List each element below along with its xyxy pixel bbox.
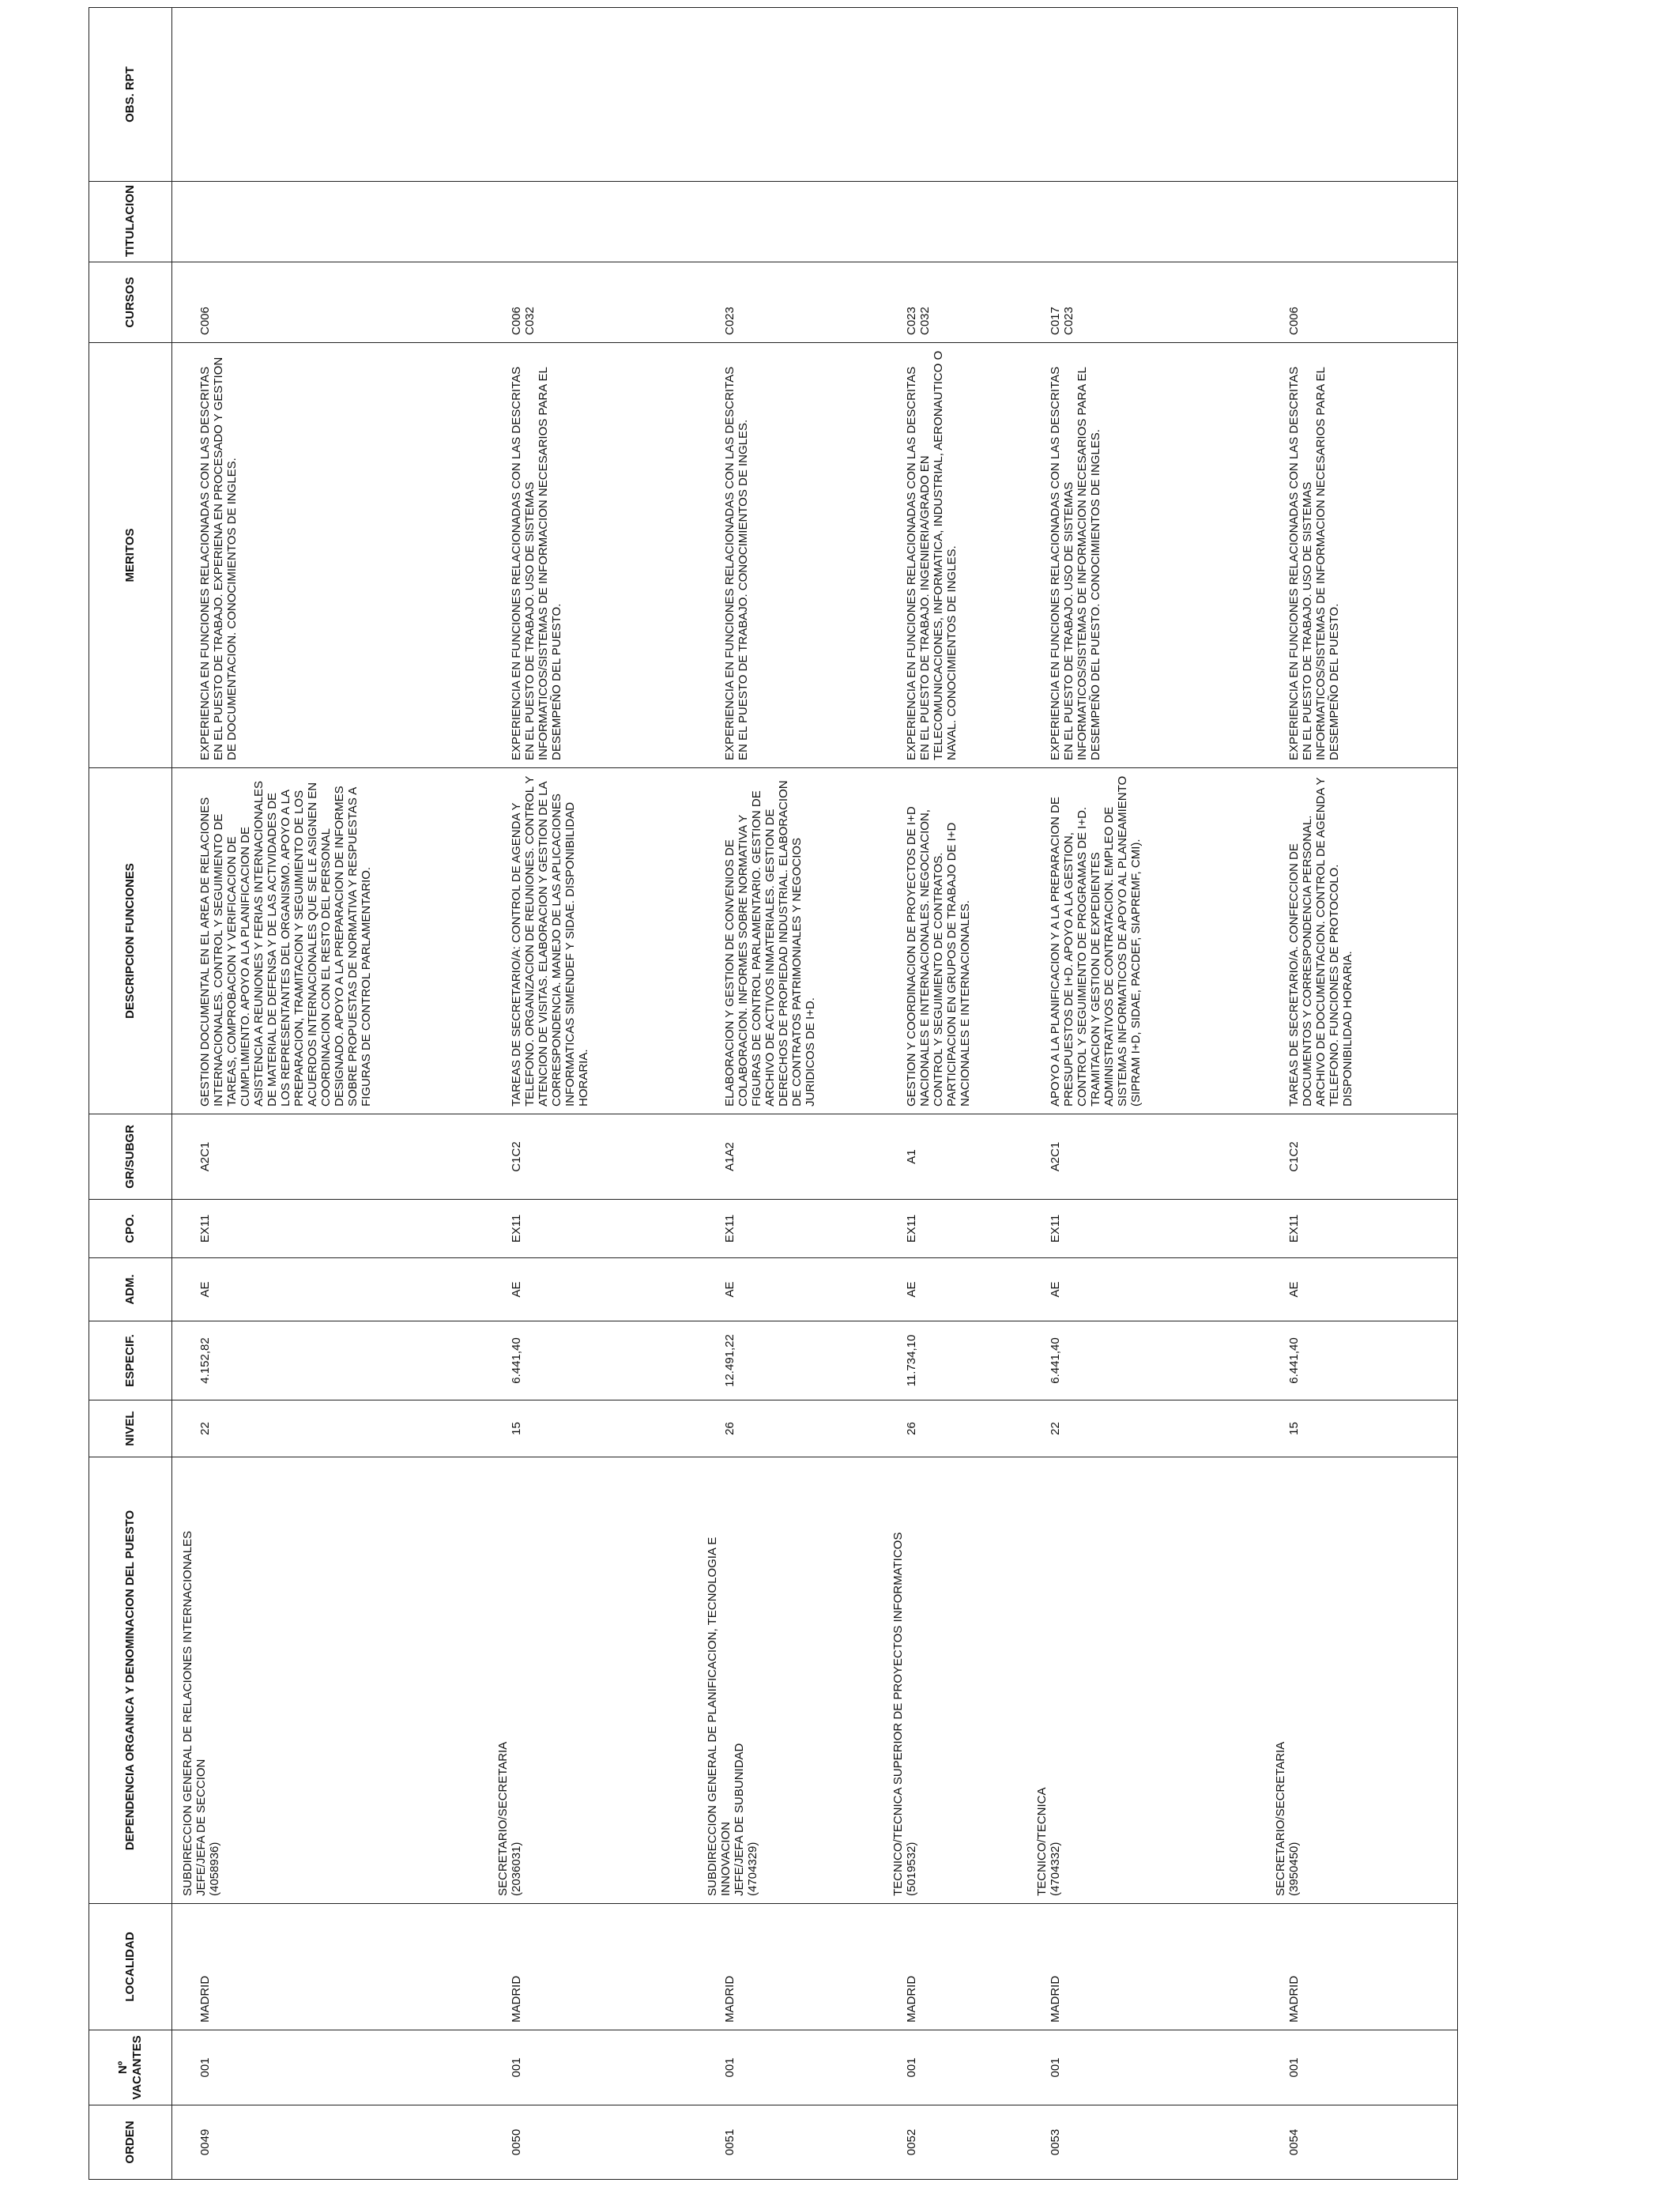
header-cursos: CURSOS bbox=[89, 262, 172, 343]
cpo-cell: EX11 bbox=[1048, 1214, 1062, 1243]
header-nivel: NIVEL bbox=[89, 1400, 172, 1457]
adm-cell: AE bbox=[904, 1281, 918, 1298]
adm-cell: AE bbox=[1286, 1281, 1301, 1298]
header-meritos: MERITOS bbox=[89, 343, 172, 768]
cursos-cell: C023 bbox=[722, 307, 736, 335]
meritos-cell: EXPERIENCIA EN FUNCIONES RELACIONADAS CON LAS DESCRITAS EN EL PUESTO DE TRABAJO. INGENIERIA/GRADO EN TELECOMUNICACIONES, INFORMATICA, INDUSTRIAL, AERONAUTICO O NAVAL. CONOCIMIENTOS DE INGLES. bbox=[904, 350, 959, 760]
puesto-code: (4704332) bbox=[1048, 1842, 1062, 1896]
vacantes-cell: 001 bbox=[722, 2057, 736, 2078]
obs-cell bbox=[880, 9, 905, 180]
header-funciones: DESCRIPCION FUNCIONES bbox=[89, 768, 172, 1114]
funciones-cell: APOYO A LA PLANIFICACION Y A LA PREPARACION DE PRESUPUESTOS DE I+D. APOYO A LA GESTION, CONTROL Y SEGUIMIENTO DE PROGRAMAS DE I+D. TRAMITACION Y GESTION DE EXPEDIENTES ADMINISTRATIVOS DE CONTRATACION. EMPLEO DE SISTEMAS INFORMATICOS DE APOYO AL PLANEAMIENTO (SIPRAM I+D, SIDAE, PACDEF, SIAPREMF, CMI). bbox=[1048, 775, 1143, 1106]
funciones-cell: ELABORACION Y GESTION DE CONVENIOS DE COLABORACION. INFORMES SOBRE NORMATIVA Y FIGURAS DE CONTROL PARLAMENTARIO. GESTION DE ARCHIVO DE ACTIVOS INMATERIALES. GESTION DE DERECHOS DE PROPIEDAD INDUSTRIAL. ELABORACION DE CONTRATOS PATRIMONIALES Y NEGOCIOS JURIDICOS DE I+D. bbox=[722, 780, 817, 1106]
unit-heading: SUBDIRECCION GENERAL DE PLANIFICACION, TECNOLOGIA E INNOVACION bbox=[705, 1536, 733, 1896]
header-obs: OBS. RPT bbox=[89, 8, 172, 182]
vacantes-cell: 001 bbox=[904, 2057, 918, 2078]
titulacion-cell bbox=[484, 183, 510, 261]
puesto-name: TECNICO/TECNICA bbox=[1034, 1787, 1049, 1896]
table-body bbox=[172, 8, 1458, 2180]
nivel-cell: 15 bbox=[1286, 1422, 1301, 1435]
titulacion-cell bbox=[1262, 183, 1287, 261]
especif-cell: 6.441,40 bbox=[509, 1337, 523, 1384]
funciones-cell: GESTION Y COORDINACION DE PROYECTOS DE I+D NACIONALES E INTERNACIONALES. NEGOCIACION, CONTROL Y SEGUIMIENTO DE CONTRATOS. PARTICIPACION EN GRUPOS DE TRABAJO DE I+D NACIONALES E INTERNACIONALES. bbox=[904, 806, 972, 1106]
nivel-cell: 22 bbox=[198, 1422, 212, 1435]
cpo-cell: EX11 bbox=[904, 1214, 918, 1243]
titulacion-cell bbox=[880, 183, 905, 261]
obs-cell bbox=[1262, 9, 1287, 180]
header-dependencia: DEPENDENCIA ORGANICA Y DENOMINACION DEL PUESTO bbox=[89, 1457, 172, 1904]
cursos-cell: C006 bbox=[198, 307, 212, 335]
funciones-cell: TAREAS DE SECRETARIO/A. CONFECCION DE DOCUMENTOS Y CORRESPONDENCIA PERSONAL. ARCHIVO DE DOCUMENTACION. CONTROL DE AGENDA Y TELEFONO. FUNCIONES DE PROTOCOLO. DISPONIBILIDAD HORARIA. bbox=[1286, 777, 1354, 1106]
grupo-cell: A2C1 bbox=[198, 1141, 212, 1172]
header-localidad: LOCALIDAD bbox=[89, 1904, 172, 2030]
especif-cell: 11.734,10 bbox=[904, 1334, 918, 1387]
table-row bbox=[1023, 8, 1261, 2180]
grupo-cell: C1C2 bbox=[509, 1141, 523, 1172]
meritos-cell: EXPERIENCIA EN FUNCIONES RELACIONADAS CON LAS DESCRITAS EN EL PUESTO DE TRABAJO. EXPERIENA EN PROCESADO Y GESTION DE DOCUMENTACION. CONOCIMIENTOS DE INGLES. bbox=[198, 356, 239, 760]
puesto-code: (4704329) bbox=[745, 1842, 759, 1896]
especif-cell: 6.441,40 bbox=[1286, 1337, 1301, 1384]
meritos-cell: EXPERIENCIA EN FUNCIONES RELACIONADAS CON LAS DESCRITAS EN EL PUESTO DE TRABAJO. USO DE SISTEMAS INFORMATICOS/SISTEMAS DE INFORMACION NECESARIOS PARA EL DESEMPEÑO DEL PUESTO. bbox=[509, 366, 563, 760]
localidad-cell: MADRID bbox=[1048, 1975, 1062, 2022]
localidad-cell: MADRID bbox=[509, 1975, 523, 2022]
puesto-name: SECRETARIO/SECRETARIA bbox=[495, 1741, 510, 1896]
header-grupo: GR/SUBGR bbox=[89, 1114, 172, 1200]
grupo-cell: A1A2 bbox=[722, 1142, 736, 1171]
orden-cell: 0050 bbox=[509, 2128, 523, 2156]
adm-cell: AE bbox=[722, 1281, 736, 1298]
meritos-cell: EXPERIENCIA EN FUNCIONES RELACIONADAS CON LAS DESCRITAS EN EL PUESTO DE TRABAJO. USO DE SISTEMAS INFORMATICOS/SISTEMAS DE INFORMACION NECESARIOS PARA EL DESEMPEÑO DEL PUESTO. CONOCIMIENTOS DE INGLES. bbox=[1048, 366, 1102, 760]
meritos-cell: EXPERIENCIA EN FUNCIONES RELACIONADAS CON LAS DESCRITAS EN EL PUESTO DE TRABAJO. CONOCIMIENTOS DE INGLES. bbox=[722, 366, 750, 760]
grupo-cell: A2C1 bbox=[1048, 1141, 1062, 1172]
orden-cell: 0052 bbox=[904, 2128, 918, 2156]
puesto-code: (5019532) bbox=[904, 1842, 918, 1896]
localidad-cell: MADRID bbox=[722, 1975, 736, 2022]
meritos-cell: EXPERIENCIA EN FUNCIONES RELACIONADAS CON LAS DESCRITAS EN EL PUESTO DE TRABAJO. USO DE SISTEMAS INFORMATICOS/SISTEMAS DE INFORMACION NECESARIOS PARA EL DESEMPEÑO DEL PUESTO. bbox=[1286, 366, 1341, 760]
vacantes-cell: 001 bbox=[1286, 2057, 1301, 2078]
header-titulacion: TITULACION bbox=[89, 182, 172, 262]
unit-heading bbox=[880, 1458, 891, 1902]
vacantes-cell: 001 bbox=[198, 2057, 212, 2078]
orden-cell: 0054 bbox=[1286, 2128, 1301, 2156]
unit-heading bbox=[1023, 1458, 1035, 1902]
vacancies-table bbox=[89, 7, 1458, 2180]
grupo-cell: C1C2 bbox=[1286, 1141, 1301, 1172]
cpo-cell: EX11 bbox=[198, 1214, 212, 1243]
orden-cell: 0049 bbox=[198, 2128, 212, 2156]
titulacion-cell bbox=[173, 183, 198, 261]
table-row bbox=[172, 8, 484, 2180]
adm-cell: AE bbox=[198, 1281, 212, 1298]
puesto-name: SECRETARIO/SECRETARIA bbox=[1273, 1741, 1287, 1896]
puesto-code: (2036031) bbox=[509, 1842, 523, 1896]
cursos-cell: C017 C023 bbox=[1048, 307, 1075, 335]
nivel-cell: 26 bbox=[904, 1422, 918, 1435]
especif-cell: 4.152,82 bbox=[198, 1337, 212, 1384]
unit-heading bbox=[1262, 1458, 1274, 1902]
titulacion-cell bbox=[698, 183, 723, 261]
obs-cell bbox=[484, 9, 510, 180]
puesto-code: (4058936) bbox=[208, 1842, 221, 1896]
header-vacantes: Nº VACANTES bbox=[89, 2030, 172, 2105]
cursos-cell: C006 C032 bbox=[509, 307, 537, 335]
vacantes-cell: 001 bbox=[509, 2057, 523, 2078]
obs-cell bbox=[698, 9, 723, 180]
funciones-cell: GESTION DOCUMENTAL EN EL AREA DE RELACIONES INTERNACIONALES. CONTROL Y SEGUIMIENTO DE TAREAS, COMPROBACION Y VERIFICACION DE CUMPLIMIENTO. APOYO A LA PLANIFICACION DE ASISTENCIA A REUNIONES Y FERIAS INTERNACIONALES DE MATERIAL DE DEFENSA Y DE LAS ACTIVIDADES DE LOS REPRESENTANTES DEL ORGANISMO. APOYO A LA PREPARACION, TRAMITACION Y SEGUIMIENTO DE LOS ACUERDOS INTERNACIONALES QUE SE LE ASIGNEN EN COORDINACION CON EL RESTO DEL PERSONAL DESIGNADO. APOYO A LA PREPARACION DE INFORMES SOBRE PROPUESTAS DE NORMATIVA Y RESPUESTAS A FIGURAS DE CONTROL PARLAMENTARIO. bbox=[198, 780, 373, 1106]
especif-cell: 12.491,22 bbox=[722, 1334, 736, 1387]
table-row bbox=[697, 8, 879, 2180]
nivel-cell: 15 bbox=[509, 1422, 523, 1435]
puesto-name: JEFE/JEFA DE SECCION bbox=[194, 1759, 208, 1896]
localidad-cell: MADRID bbox=[1286, 1975, 1301, 2022]
unit-heading: SUBDIRECCION GENERAL DE RELACIONES INTERNACIONALES bbox=[181, 1530, 194, 1896]
titulacion-cell bbox=[1023, 183, 1049, 261]
obs-cell bbox=[1023, 9, 1049, 180]
nivel-cell: 26 bbox=[722, 1422, 736, 1435]
localidad-cell: MADRID bbox=[198, 1975, 212, 2022]
cpo-cell: EX11 bbox=[1286, 1214, 1301, 1243]
adm-cell: AE bbox=[509, 1281, 523, 1298]
header-especif: ESPECIF. bbox=[89, 1321, 172, 1400]
obs-cell bbox=[173, 9, 198, 180]
cursos-cell: C006 bbox=[1286, 307, 1301, 335]
puesto-name: JEFE/JEFA DE SUBUNIDAD bbox=[732, 1743, 746, 1896]
table-row bbox=[879, 8, 1023, 2180]
header-row bbox=[89, 8, 172, 2180]
funciones-cell: TAREAS DE SECRETARIO/A: CONTROL DE AGENDA Y TELEFONO. ORGANIZACION DE REUNIONES. CONTROL Y ATENCION DE VISITAS. ELABORACION Y GESTION DE LA CORRESPONDENCIA. MANEJO DE LAS APLICACIONES INFORMATICAS SIMENDEF Y SIDAE. DISPONIBILIDAD HORARIA. bbox=[509, 775, 590, 1106]
header-orden: ORDEN bbox=[89, 2105, 172, 2180]
vacantes-cell: 001 bbox=[1048, 2057, 1062, 2078]
cpo-cell: EX11 bbox=[722, 1214, 736, 1243]
table-row bbox=[484, 8, 697, 2180]
puesto-name: TECNICO/TECNICA SUPERIOR DE PROYECTOS INFORMATICOS bbox=[891, 1532, 905, 1896]
localidad-cell: MADRID bbox=[904, 1975, 918, 2022]
puesto-code: (3950450) bbox=[1286, 1842, 1301, 1896]
unit-heading bbox=[484, 1458, 496, 1902]
nivel-cell: 22 bbox=[1048, 1422, 1062, 1435]
header-adm: ADM. bbox=[89, 1258, 172, 1321]
orden-cell: 0053 bbox=[1048, 2128, 1062, 2156]
table-row bbox=[1261, 8, 1458, 2180]
cursos-cell: C023 C032 bbox=[904, 307, 932, 335]
grupo-cell: A1 bbox=[904, 1149, 918, 1164]
header-cpo: CPO. bbox=[89, 1200, 172, 1258]
adm-cell: AE bbox=[1048, 1281, 1062, 1298]
especif-cell: 6.441,40 bbox=[1048, 1337, 1062, 1384]
orden-cell: 0051 bbox=[722, 2128, 736, 2156]
cpo-cell: EX11 bbox=[509, 1214, 523, 1243]
